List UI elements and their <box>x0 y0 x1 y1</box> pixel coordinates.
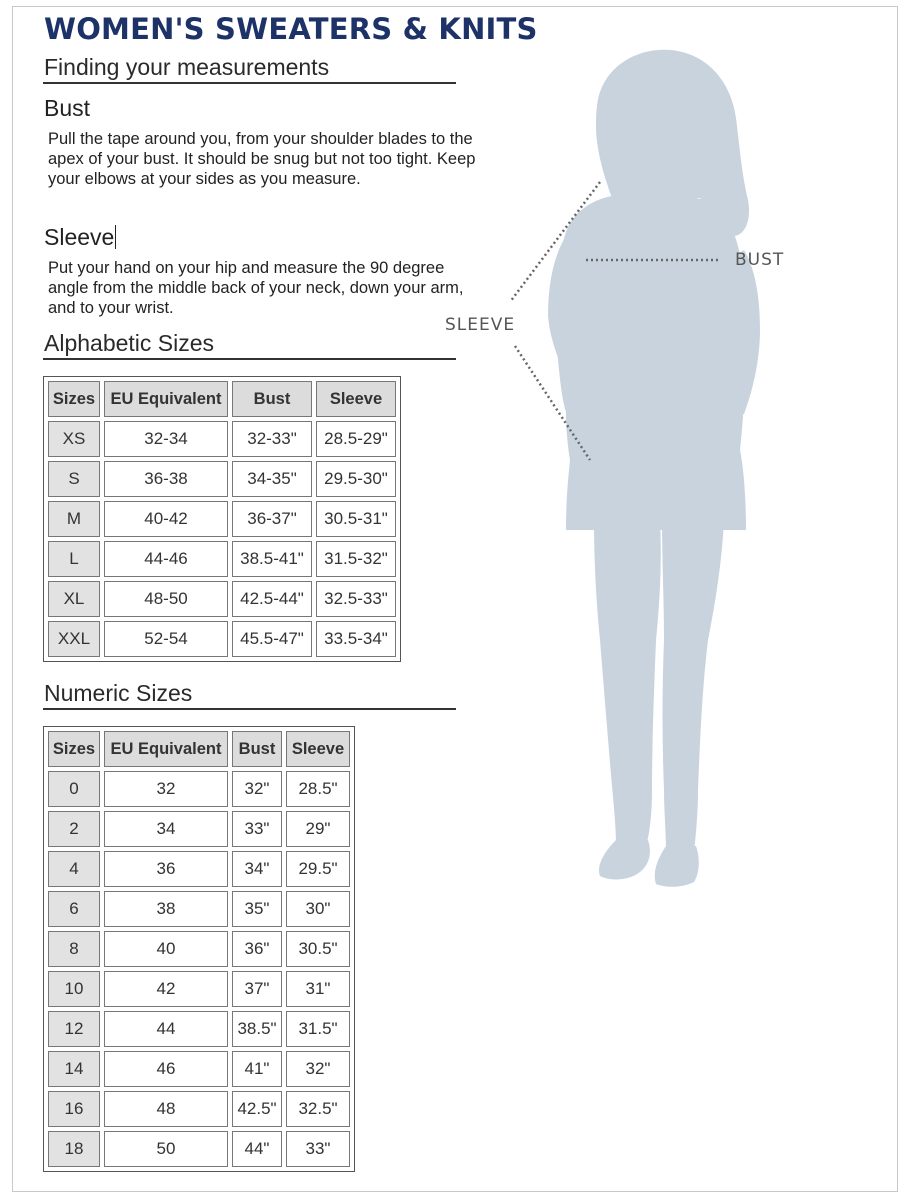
sleeve-cell: 30" <box>286 891 350 927</box>
column-header-sleeve: Sleeve <box>286 731 350 767</box>
size-cell: 4 <box>48 851 100 887</box>
sleeve-cell: 30.5" <box>286 931 350 967</box>
sleeve-cell: 31.5-32" <box>316 541 396 577</box>
sleeve-cell: 31.5" <box>286 1011 350 1047</box>
heading-divider <box>43 708 456 710</box>
column-header-sleeve: Sleeve <box>316 381 396 417</box>
sleeve-cell: 29.5" <box>286 851 350 887</box>
alphabetic-sizes-heading: Alphabetic Sizes <box>44 330 215 356</box>
column-header-bust: Bust <box>232 731 282 767</box>
table-row <box>48 461 396 497</box>
table-row <box>48 1011 350 1047</box>
table-row <box>48 1051 350 1087</box>
eu-equivalent-cell: 48 <box>104 1091 228 1127</box>
table-row <box>48 811 350 847</box>
size-cell: XL <box>48 581 100 617</box>
table-row <box>48 891 350 927</box>
sleeve-cell: 32.5-33" <box>316 581 396 617</box>
size-cell: 18 <box>48 1131 100 1167</box>
eu-equivalent-cell: 44-46 <box>104 541 228 577</box>
bust-cell: 38.5-41" <box>232 541 312 577</box>
table-row <box>48 851 350 887</box>
size-cell: L <box>48 541 100 577</box>
table-row <box>48 501 396 537</box>
finding-measurements-heading: Finding your measurements <box>44 54 330 80</box>
size-cell: 12 <box>48 1011 100 1047</box>
bust-cell: 34" <box>232 851 282 887</box>
sleeve-cell: 33.5-34" <box>316 621 396 657</box>
eu-equivalent-cell: 48-50 <box>104 581 228 617</box>
numeric-size-table <box>43 726 355 1172</box>
alphabetic-size-table <box>43 376 401 662</box>
bust-heading: Bust <box>44 95 91 121</box>
eu-equivalent-cell: 36-38 <box>104 461 228 497</box>
eu-equivalent-cell: 38 <box>104 891 228 927</box>
size-cell: 6 <box>48 891 100 927</box>
column-header-sizes: Sizes <box>48 381 100 417</box>
table-row <box>48 541 396 577</box>
eu-equivalent-cell: 42 <box>104 971 228 1007</box>
table-row <box>48 971 350 1007</box>
table-row <box>48 581 396 617</box>
column-header-eu: EU Equivalent <box>104 731 228 767</box>
sleeve-cell: 28.5" <box>286 771 350 807</box>
text-cursor <box>115 225 116 249</box>
size-cell: 16 <box>48 1091 100 1127</box>
bust-cell: 45.5-47" <box>232 621 312 657</box>
sleeve-instructions: Put your hand on your hip and measure the 90 degree angle from the middle back of your neck, down your arm, and to your wrist. <box>48 259 464 317</box>
bust-cell: 35" <box>232 891 282 927</box>
sleeve-cell: 33" <box>286 1131 350 1167</box>
sleeve-cell: 32.5" <box>286 1091 350 1127</box>
bust-cell: 32" <box>232 771 282 807</box>
sleeve-heading-text: Sleeve <box>44 224 115 250</box>
bust-cell: 42.5" <box>232 1091 282 1127</box>
eu-equivalent-cell: 32-34 <box>104 421 228 457</box>
table-row <box>48 421 396 457</box>
size-cell: S <box>48 461 100 497</box>
size-cell: 0 <box>48 771 100 807</box>
sleeve-cell: 28.5-29" <box>316 421 396 457</box>
eu-equivalent-cell: 46 <box>104 1051 228 1087</box>
size-cell: XS <box>48 421 100 457</box>
bust-cell: 33" <box>232 811 282 847</box>
bust-label: BUST <box>735 250 785 270</box>
bust-cell: 37" <box>232 971 282 1007</box>
sleeve-cell: 29.5-30" <box>316 461 396 497</box>
bust-cell: 32-33" <box>232 421 312 457</box>
column-header-bust: Bust <box>232 381 312 417</box>
eu-equivalent-cell: 34 <box>104 811 228 847</box>
bust-cell: 42.5-44" <box>232 581 312 617</box>
eu-equivalent-cell: 52-54 <box>104 621 228 657</box>
size-cell: 8 <box>48 931 100 967</box>
numeric-sizes-heading: Numeric Sizes <box>44 680 193 706</box>
table-row <box>48 771 350 807</box>
eu-equivalent-cell: 40 <box>104 931 228 967</box>
table-row <box>48 1091 350 1127</box>
sleeve-label: SLEEVE <box>445 315 516 335</box>
sleeve-cell: 30.5-31" <box>316 501 396 537</box>
table-header-row <box>48 731 350 767</box>
table-row <box>48 621 396 657</box>
bust-cell: 44" <box>232 1131 282 1167</box>
heading-divider <box>43 358 456 360</box>
size-cell: 10 <box>48 971 100 1007</box>
eu-equivalent-cell: 44 <box>104 1011 228 1047</box>
eu-equivalent-cell: 36 <box>104 851 228 887</box>
table-header-row <box>48 381 396 417</box>
heading-divider <box>43 82 456 84</box>
woman-silhouette <box>548 50 760 887</box>
column-header-sizes: Sizes <box>48 731 100 767</box>
eu-equivalent-cell: 50 <box>104 1131 228 1167</box>
table-row <box>48 931 350 967</box>
sleeve-cell: 32" <box>286 1051 350 1087</box>
bust-cell: 38.5" <box>232 1011 282 1047</box>
sleeve-heading <box>44 224 116 251</box>
bust-cell: 36" <box>232 931 282 967</box>
bust-cell: 41" <box>232 1051 282 1087</box>
table-row <box>48 1131 350 1167</box>
page-title: WOMEN'S SWEATERS & KNITS <box>44 12 538 46</box>
sleeve-cell: 29" <box>286 811 350 847</box>
bust-cell: 36-37" <box>232 501 312 537</box>
size-cell: XXL <box>48 621 100 657</box>
woman-silhouette-figure <box>440 40 880 900</box>
size-cell: 14 <box>48 1051 100 1087</box>
bust-cell: 34-35" <box>232 461 312 497</box>
eu-equivalent-cell: 32 <box>104 771 228 807</box>
eu-equivalent-cell: 40-42 <box>104 501 228 537</box>
column-header-eu: EU Equivalent <box>104 381 228 417</box>
size-cell: M <box>48 501 100 537</box>
size-cell: 2 <box>48 811 100 847</box>
sleeve-cell: 31" <box>286 971 350 1007</box>
bust-instructions: Pull the tape around you, from your shoulder blades to the apex of your bust. It should be snug but not too tight. Keep your elbows at your sides as you measure. <box>48 130 476 188</box>
